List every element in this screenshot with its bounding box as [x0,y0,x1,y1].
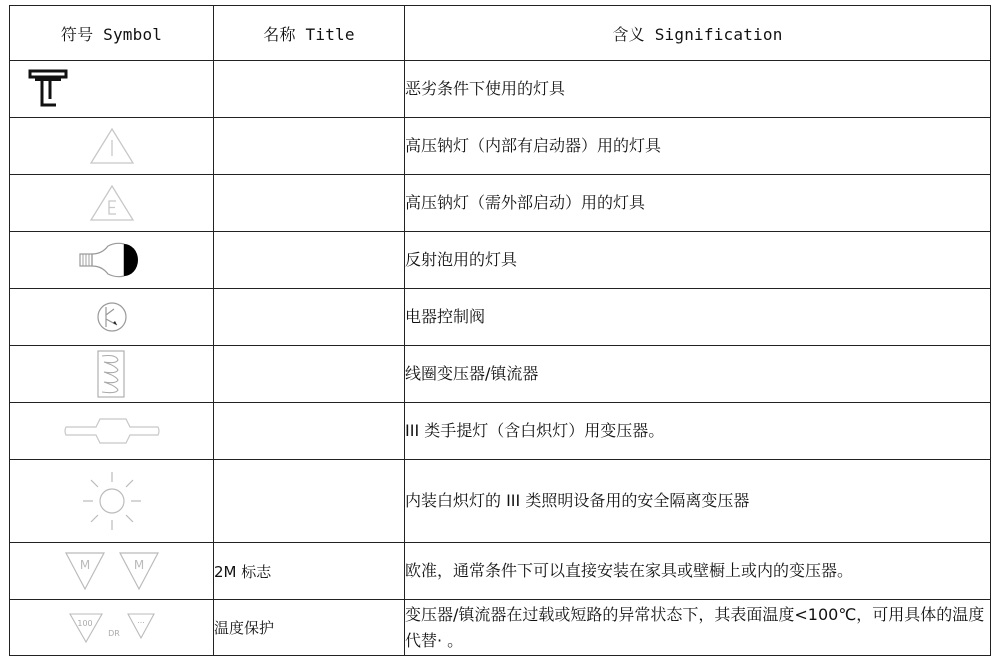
table-row [10,61,991,118]
coil-icon [92,348,132,400]
triangle-e-icon [87,183,137,223]
meaning-cell: 线圈变压器/镇流器 [405,346,991,403]
meaning-cell: 电器控制阀 [405,289,991,346]
symbol-cell [10,460,214,543]
meaning-cell: 内装白炽灯的 III 类照明设备用的安全隔离变压器 [405,460,991,543]
title-cell [214,61,405,118]
svg-text:...: ... [136,615,145,625]
t-lamp-icon [22,67,82,111]
svg-text:M: M [133,558,144,572]
symbol-cell [10,600,214,656]
title-cell [214,460,405,543]
title-cell: 温度保护 [214,600,405,656]
hand-lamp-transformer-icon [62,411,162,451]
symbol-cell [10,403,214,460]
sun-icon [77,466,147,536]
svg-text:M: M [79,558,90,572]
header-symbol: 符号 Symbol [10,6,214,61]
symbol-table [9,5,991,656]
header-title: 名称 Title [214,6,405,61]
svg-text:DR: DR [107,628,120,638]
control-valve-icon [92,297,132,337]
meaning-cell: 反射泡用的灯具 [405,232,991,289]
symbol-cell [10,175,214,232]
symbol-cell [10,118,214,175]
title-cell [214,403,405,460]
table-row [10,460,991,543]
table-row [10,346,991,403]
symbol-cell [10,543,214,600]
header-signification: 含义 Signification [405,6,991,61]
triangle-m-icon [62,549,162,593]
table-row [10,600,991,656]
meaning-cell: 变压器/镇流器在过载或短路的异常状态下，其表面温度<100℃，可用具体的温度代替· 。 [405,600,991,656]
table-row [10,232,991,289]
table-row [10,543,991,600]
table-row [10,403,991,460]
symbol-cell [10,61,214,118]
table-header-row [10,6,991,61]
title-cell [214,289,405,346]
title-cell [214,346,405,403]
symbol-cell [10,289,214,346]
meaning-cell: 恶劣条件下使用的灯具 [405,61,991,118]
meaning-cell: 高压钠灯（需外部启动）用的灯具 [405,175,991,232]
temperature-triangle-icon [62,608,162,648]
meaning-cell: 欧准，通常条件下可以直接安装在家具或壁橱上或内的变压器。 [405,543,991,600]
triangle-exclamation-icon [87,126,137,166]
title-cell: 2M 标志 [214,543,405,600]
title-cell [214,232,405,289]
svg-text:100: 100 [76,618,93,628]
symbol-cell [10,346,214,403]
meaning-cell: III 类手提灯（含白炽灯）用变压器。 [405,403,991,460]
title-cell [214,118,405,175]
table-row [10,118,991,175]
table-row [10,175,991,232]
table-row [10,289,991,346]
meaning-cell: 高压钠灯（内部有启动器）用的灯具 [405,118,991,175]
title-cell [214,175,405,232]
reflector-bulb-icon [72,240,152,280]
symbol-cell [10,232,214,289]
